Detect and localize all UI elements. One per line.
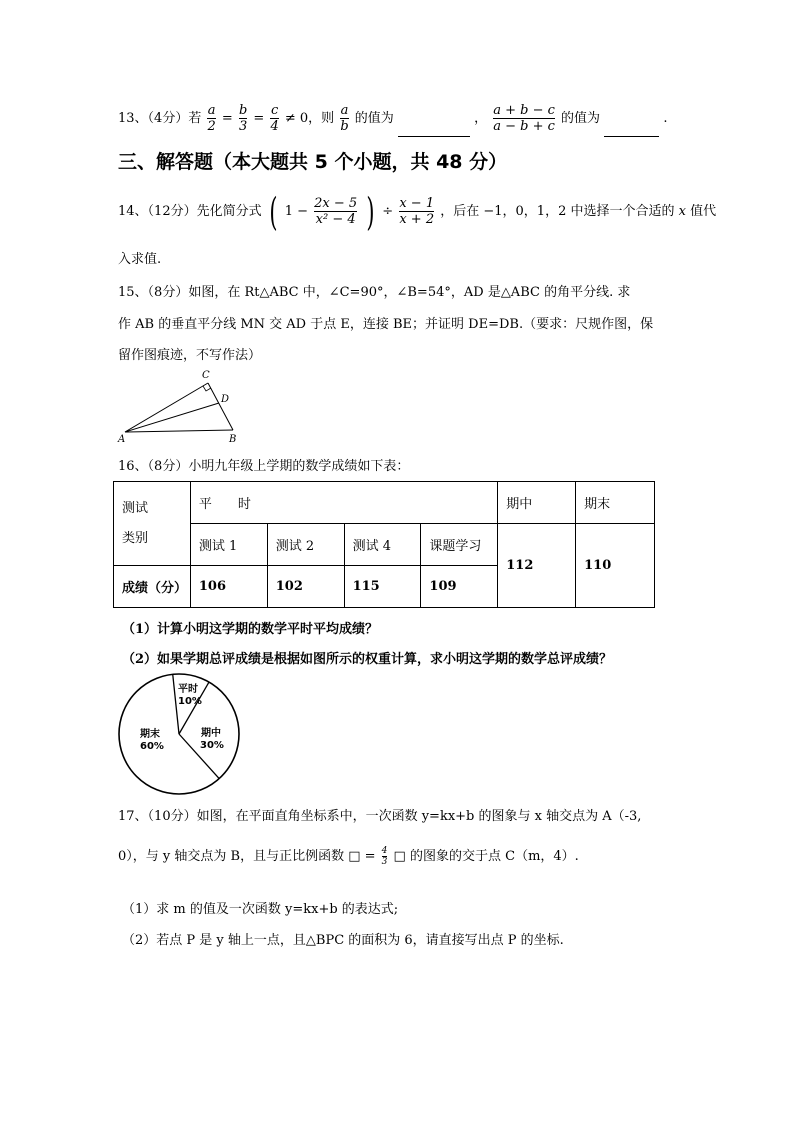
q13-equals: = xyxy=(221,111,233,126)
subheader-test-1: 测试 1 xyxy=(190,524,267,566)
q13-separator: ， xyxy=(474,111,488,126)
grades-table xyxy=(113,481,655,608)
q14-right-paren: ) xyxy=(366,189,375,234)
label-d: D xyxy=(221,394,230,405)
q14-divide: ÷ xyxy=(382,204,394,219)
q15-line-1: 15、（8分）如图，在 Rt△ABC 中，∠C=90°，∠B=54°，AD 是△ABC 的角平分线. 求 xyxy=(118,285,631,300)
subheader-test-4: 测试 4 xyxy=(344,524,421,566)
q13-value-text: 的值为 xyxy=(354,111,394,126)
side-cb xyxy=(208,383,233,430)
category-header xyxy=(114,482,191,566)
usual-header: 平 时 xyxy=(190,482,497,524)
label-b: B xyxy=(229,434,237,445)
q13-answer-blank-2[interactable] xyxy=(604,116,659,137)
pie-label-final: 期末 xyxy=(140,729,160,740)
q16-intro: 16、（8分）小明九年级上学期的数学成绩如下表： xyxy=(118,459,410,474)
final-header: 期末 xyxy=(576,482,655,524)
label-a: A xyxy=(118,434,126,445)
final-score: 110 xyxy=(576,524,655,608)
q17-sub-1: （1）求 m 的值及一次函数 y=kx+b 的表达式; xyxy=(122,902,399,917)
q15-line-2: 作 AB 的垂直平分线 MN 交 AD 于点 E，连接 BE；并证明 DE=DB.（要求：尺规作图，保 xyxy=(118,317,654,332)
q17-line-2-b: 的图象的交于点 C（m，4）. xyxy=(409,849,579,864)
q13-fraction-a-b: $\frac{a}{b}$ xyxy=(340,103,349,134)
pie-label-mid: 期中 xyxy=(201,728,221,739)
q15-line-3: 留作图痕迹，不写作法） xyxy=(118,348,262,363)
weight-pie-chart xyxy=(116,671,242,797)
q14-suffix: ，后在 −1，0，1，2 中选择一个合适的 xyxy=(440,204,675,219)
category-header-line-2: 类别 xyxy=(122,530,149,546)
q17-fraction: $\frac{4}{3}$ xyxy=(381,846,388,867)
q17-line-2 xyxy=(118,842,579,872)
q14-fraction-2: $\frac{x - 1}{x + 2}$ xyxy=(399,196,435,227)
q13-fraction-b-3: $\frac{b}{3}$ xyxy=(238,103,248,134)
q16-sub-2: （2）如果学期总评成绩是根据如图所示的权重计算，求小明这学期的数学总评成绩？ xyxy=(122,652,613,667)
q13-prefix: 13、（4分）若 xyxy=(118,111,202,126)
q13-value-text-2: 的值为 xyxy=(561,111,601,126)
q14-fraction-1: $\frac{2x - 5}{\text{x² − 4}}$ xyxy=(314,196,358,227)
question-13 xyxy=(118,101,667,137)
q14-line-2: 入求值. xyxy=(118,252,162,267)
pie-label-usual: 平时 xyxy=(178,684,198,695)
question-14 xyxy=(118,190,716,234)
q13-answer-blank-1[interactable] xyxy=(398,116,470,137)
score-row-label: 成绩（分） xyxy=(114,566,191,608)
q17-equation-box-2: □ xyxy=(393,849,406,864)
label-c: C xyxy=(202,370,210,381)
triangle-figure xyxy=(115,366,255,446)
q17-sub-2: （2）若点 P 是 y 轴上一点，且△BPC 的面积为 6，请直接写出点 P 的坐标. xyxy=(122,933,564,948)
bisector-ad xyxy=(125,403,219,432)
pie-pct-usual: 10% xyxy=(178,696,202,707)
q13-not-equal: ≠ 0，则 xyxy=(284,111,335,126)
q13-end: . xyxy=(663,111,668,126)
midterm-score: 112 xyxy=(498,524,576,608)
q14-prefix: 14、（12分）先化简分式 xyxy=(118,204,262,219)
q16-sub-1: （1）计算小明这学期的数学平时平均成绩？ xyxy=(122,622,379,637)
q13-fraction-c-4: $\frac{c}{4}$ xyxy=(270,103,279,134)
pie-pct-mid: 30% xyxy=(200,740,224,751)
q13-fraction-a-2: $\frac{a}{2}$ xyxy=(207,103,216,134)
pie-pct-final: 60% xyxy=(140,741,164,752)
q13-equals-2: = xyxy=(253,111,265,126)
q14-one-minus: 1 − xyxy=(284,204,308,219)
score-test-1: 106 xyxy=(190,566,267,608)
subheader-project: 课题学习 xyxy=(421,524,498,566)
q14-variable: x xyxy=(678,204,686,219)
q17-equation-box: □ = xyxy=(348,849,376,864)
q17-line-1: 17、（10分）如图，在平面直角坐标系中，一次函数 y=kx+b 的图象与 x 轴交点为 A（-3, xyxy=(118,809,642,824)
subheader-test-2: 测试 2 xyxy=(267,524,344,566)
score-project: 109 xyxy=(421,566,498,608)
q14-suffix-2: 值代 xyxy=(690,204,717,219)
side-ac xyxy=(125,383,208,432)
score-test-2: 102 xyxy=(267,566,344,608)
midterm-header: 期中 xyxy=(498,482,576,524)
score-test-4: 115 xyxy=(344,566,421,608)
q14-left-paren: ( xyxy=(269,189,278,234)
side-ab xyxy=(125,430,233,432)
q17-line-2-a: 0），与 y 轴交点为 B，且与正比例函数 xyxy=(118,849,345,864)
q13-fraction-expression: $\frac{a + b - c}{a - b + c}$ xyxy=(493,103,555,134)
section-3-heading: 三、解答题（本大题共 5 个小题，共 48 分） xyxy=(118,151,508,173)
category-header-line-1: 测试 xyxy=(122,500,149,516)
